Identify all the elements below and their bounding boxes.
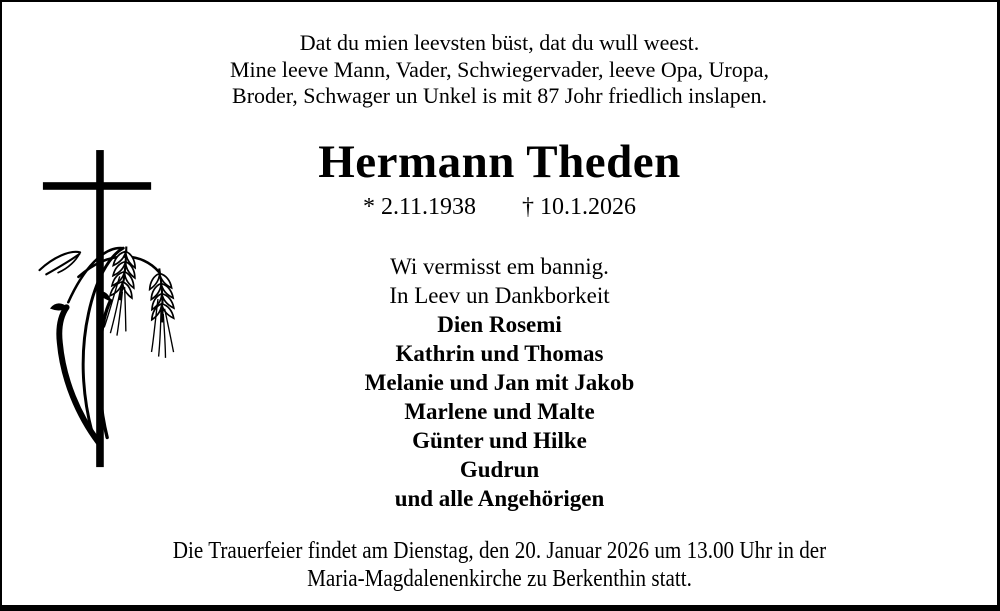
deceased-name: Hermann Theden: [318, 135, 681, 188]
intro-text: [2, 30, 997, 110]
birth-date: * 2.11.1938: [362, 194, 477, 221]
intro-line: Mine leeve Mann, Vader, Schwiegervader, leeve Opa, Uropa,: [229, 56, 770, 82]
intro-line: Broder, Schwager un Unkel is mit 87 Johr friedlich inslapen.: [232, 83, 767, 108]
life-dates: [2, 193, 997, 221]
family-line: Melanie und Jan mit Jakob: [364, 370, 635, 396]
mourning-line: Wi vermisst em bannig.: [390, 254, 609, 280]
family-names: [2, 310, 997, 513]
funeral-line: Die Trauerfeier findet am Dienstag, den 20. Januar 2026 um 13.00 Uhr in der: [172, 538, 827, 565]
family-line: Dien Rosemi: [437, 312, 562, 338]
funeral-info: [62, 537, 938, 593]
intro-line: Dat du mien leevsten büst, dat du wull weest.: [299, 30, 700, 55]
family-line: Kathrin und Thomas: [395, 341, 604, 367]
family-line: Günter und Hilke: [412, 428, 587, 454]
mourning-text: [2, 252, 997, 310]
death-date: † 10.1.2026: [522, 194, 637, 221]
family-line: und alle Angehörigen: [394, 486, 605, 512]
family-line: Gudrun: [459, 457, 540, 483]
mourning-line: In Leev un Dankborkeit: [389, 283, 610, 309]
family-line: Marlene und Malte: [404, 399, 595, 425]
funeral-line: Maria-Magdalenenkirche zu Berkenthin statt.: [307, 566, 692, 593]
